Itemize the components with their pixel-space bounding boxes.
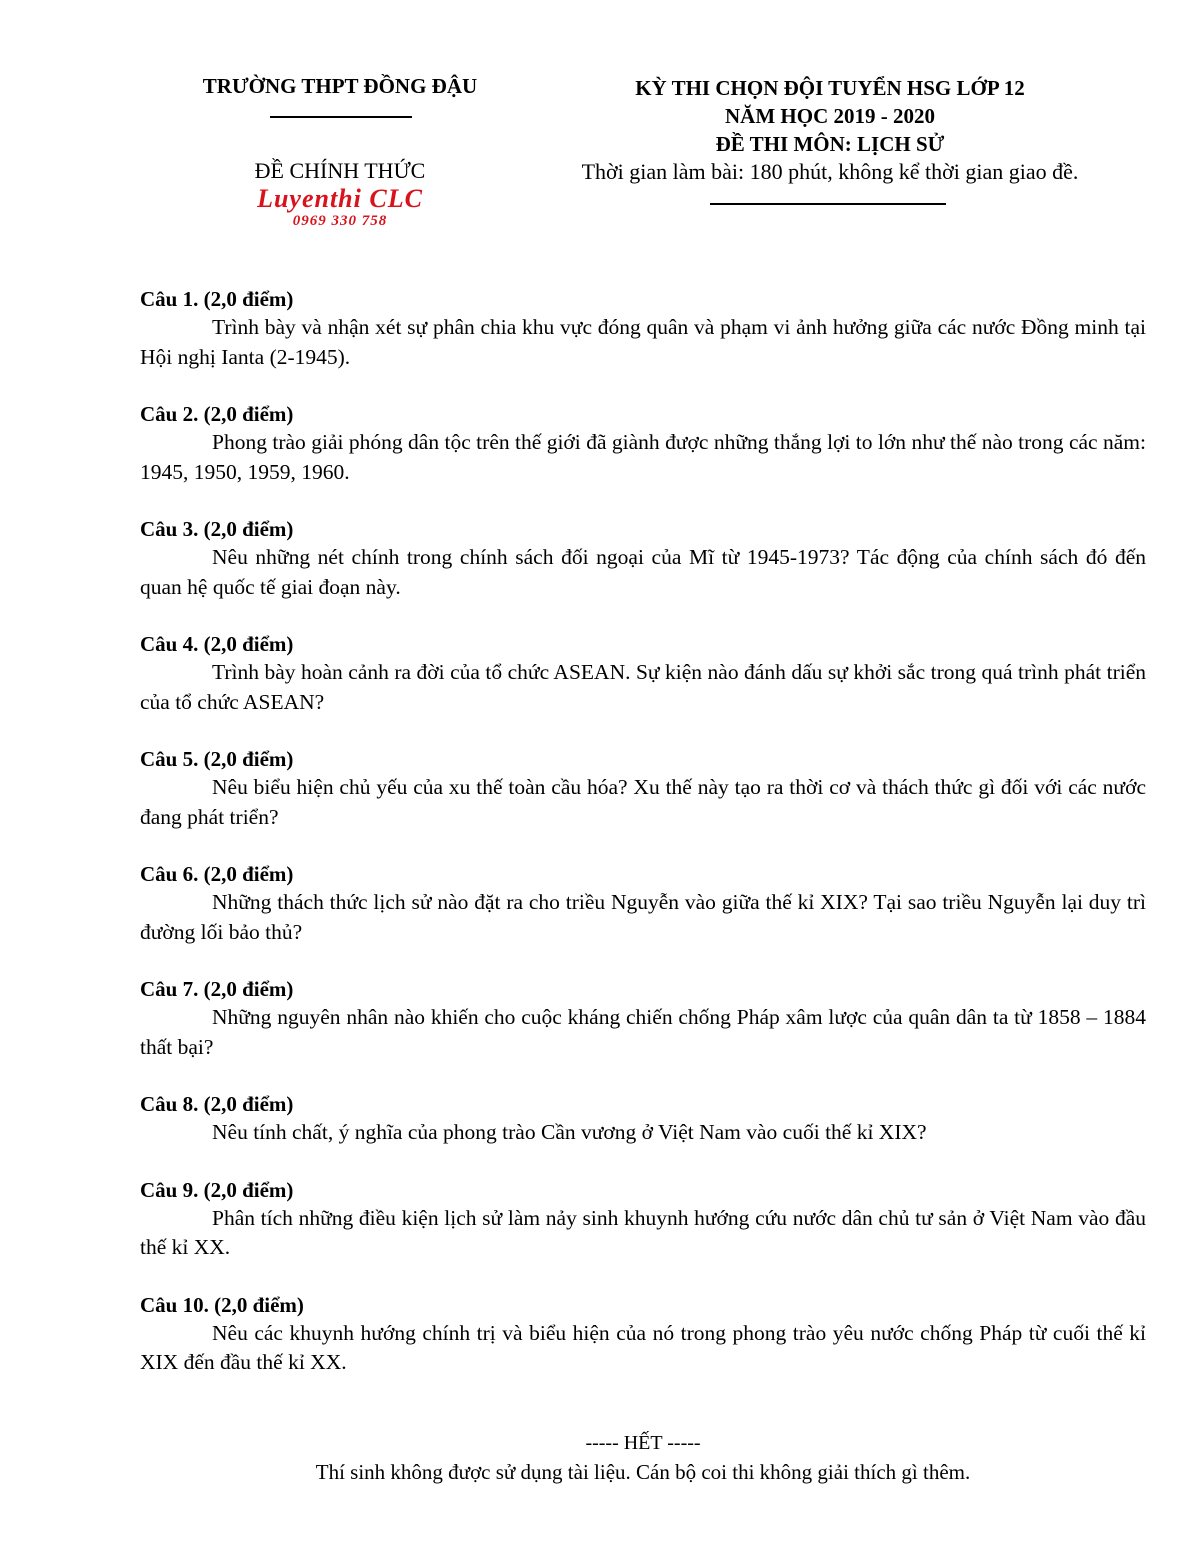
question-text: Nêu những nét chính trong chính sách đối ngoại của Mĩ từ 1945-1973? Tác động của chính sách đó đến quan hệ quốc tế giai đoạn này. — [140, 545, 1146, 599]
question-title: Câu 3. (2,0 điểm) — [140, 517, 294, 541]
question-title: Câu 9. (2,0 điểm) — [140, 1177, 294, 1202]
official-label: ĐỀ CHÍNH THỨC — [254, 158, 426, 183]
question-text: Phong trào giải phóng dân tộc trên thế giới đã giành được những thắng lợi to lớn như thế nào trong các năm: 1945, 1950, 1959, 1960. — [140, 430, 1146, 484]
question-3 — [140, 516, 1146, 602]
question-title: Câu 7. (2,0 điểm) — [140, 977, 294, 1001]
stamp-name: Luyenthi CLC — [257, 184, 423, 213]
question-text: Trình bày và nhận xét sự phân chia khu vực đóng quân và phạm vi ảnh hưởng giữa các nước Đồng minh tại Hội nghị Ianta (2-1945). — [140, 315, 1146, 369]
question-1 — [140, 286, 1146, 372]
question-text: Phân tích những điều kiện lịch sử làm nảy sinh khuynh hướng cứu nước dân chủ tư sản ở Việt Nam vào đầu thế kỉ XX. — [140, 1205, 1146, 1259]
question-title: Câu 6. (2,0 điểm) — [140, 862, 294, 886]
question-title: Câu 1. (2,0 điểm) — [140, 287, 294, 311]
exam-subject: ĐỀ THI MÔN: LỊCH SỬ — [715, 132, 945, 156]
school-year: NĂM HỌC 2019 - 2020 — [725, 104, 935, 128]
question-title: Câu 8. (2,0 điểm) — [140, 1092, 294, 1116]
question-text: Nêu biểu hiện chủ yếu của xu thế toàn cầu hóa? Xu thế này tạo ra thời cơ và thách thức gì đối với các nước đang phát triển? — [140, 775, 1146, 829]
question-8 — [140, 1091, 1146, 1148]
question-text: Những nguyên nhân nào khiến cho cuộc kháng chiến chống Pháp xâm lược của quân dân ta từ 1858 – 1884 thất bại? — [140, 1005, 1146, 1059]
question-text: Trình bày hoàn cảnh ra đời của tổ chức ASEAN. Sự kiện nào đánh dấu sự khởi sắc trong quá trình phát triển của tổ chức ASEAN? — [140, 660, 1146, 714]
footer-note: Thí sinh không được sử dụng tài liệu. Cán bộ coi thi không giải thích gì thêm. — [315, 1460, 971, 1484]
question-list — [140, 286, 1146, 1407]
question-7 — [140, 976, 1146, 1062]
question-4 — [140, 631, 1146, 717]
watermark-stamp — [190, 186, 490, 229]
question-text: Nêu tính chất, ý nghĩa của phong trào Cần vương ở Việt Nam vào cuối thế kỉ XIX? — [212, 1120, 927, 1144]
school-name: TRƯỜNG THPT ĐỒNG ĐẬU — [202, 74, 478, 98]
time-note: Thời gian làm bài: 180 phút, không kể thời gian giao đề. — [581, 159, 1079, 184]
question-10 — [140, 1292, 1146, 1378]
question-text: Nêu các khuynh hướng chính trị và biểu hiện của nó trong phong trào yêu nước chống Pháp từ cuối thế kỉ XIX đến đầu thế kỉ XX. — [140, 1320, 1146, 1374]
end-mark: ----- HẾT ----- — [585, 1432, 701, 1454]
question-title: Câu 10. (2,0 điểm) — [140, 1292, 304, 1317]
question-text: Những thách thức lịch sử nào đặt ra cho triều Nguyễn vào giữa thế kỉ XIX? Tại sao triều Nguyễn lại duy trì đường lối bảo thủ? — [140, 890, 1146, 944]
question-6 — [140, 861, 1146, 947]
header-divider-left — [270, 116, 412, 118]
question-2 — [140, 401, 1146, 487]
exam-header — [530, 74, 1130, 186]
header-divider-right — [710, 203, 946, 205]
question-9 — [140, 1177, 1146, 1263]
stamp-phone: 0969 330 758 — [292, 213, 388, 229]
question-title: Câu 5. (2,0 điểm) — [140, 747, 294, 771]
question-title: Câu 2. (2,0 điểm) — [140, 402, 294, 426]
question-5 — [140, 746, 1146, 832]
exam-title: KỲ THI CHỌN ĐỘI TUYỂN HSG LỚP 12 — [635, 76, 1025, 100]
question-title: Câu 4. (2,0 điểm) — [140, 632, 294, 656]
